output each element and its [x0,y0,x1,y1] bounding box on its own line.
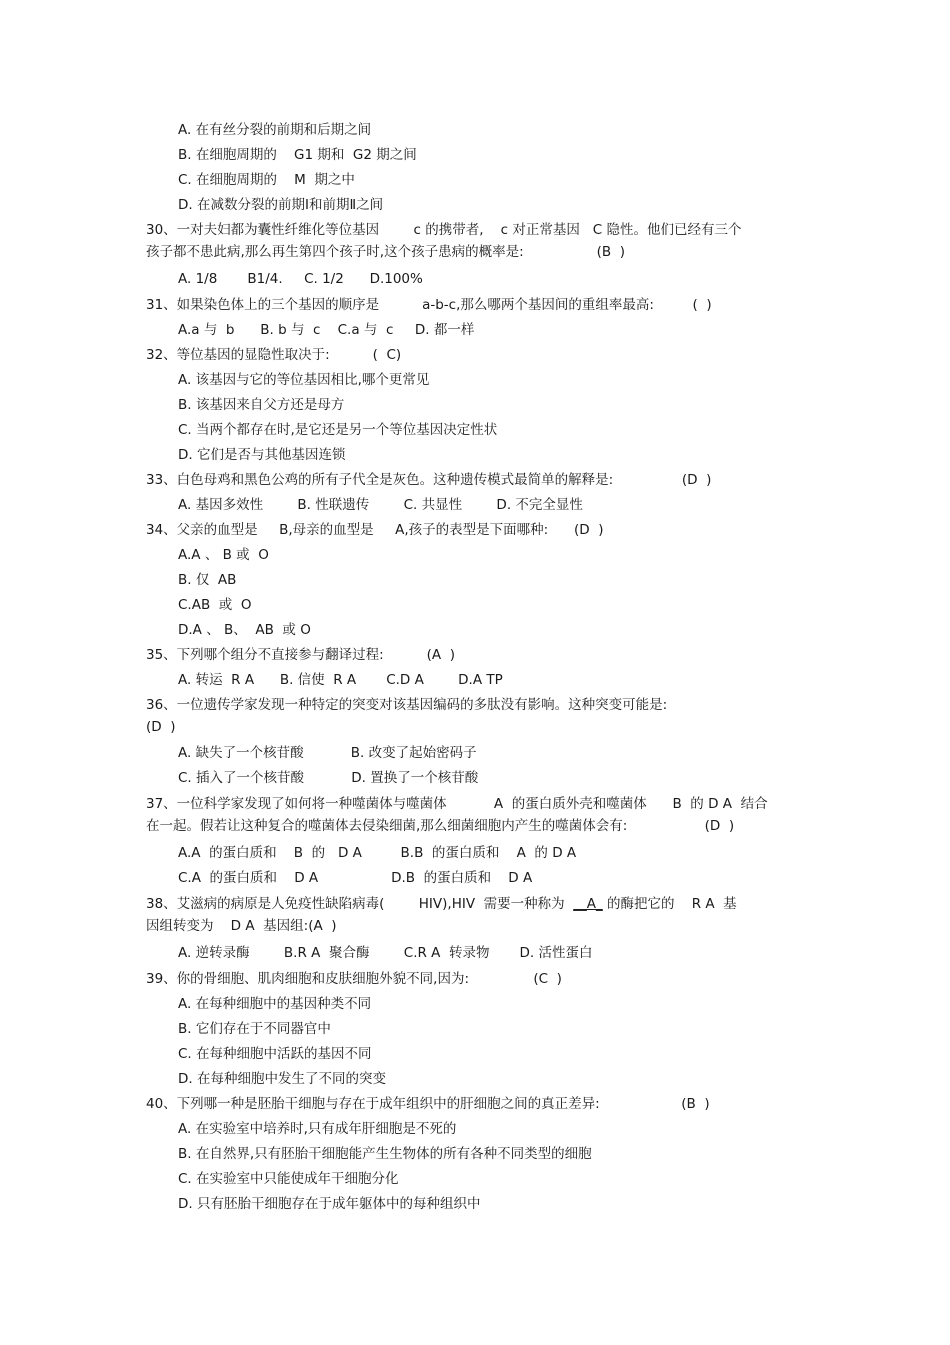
option-b: B. 该基因来自父方还是母方 [178,397,345,413]
question-options: A. 基因多效性 B. 性联遗传 C. 共显性 D. 不完全显性 [178,497,583,513]
question-stem: 31、如果染色体上的三个基因的顺序是 a-b-c,那么哪两个基因间的重组率最高: ( ) [146,297,712,313]
option-b: B. 在细胞周期的 G1 期和 G2 期之间 [178,147,417,163]
option-d: D. 在每种细胞中发生了不同的突变 [178,1071,386,1087]
question-34 [146,518,814,643]
option-c: C. 在细胞周期的 M 期之中 [178,172,355,188]
option-a: A.A 、 B 或 O [178,547,269,563]
question-stem: 39、你的骨细胞、肌肉细胞和皮肤细胞外貌不同,因为: (C ) [146,971,562,987]
stem-text-end: 的酶把它的 R A 基 [602,896,737,912]
question-stem: 40、下列哪一种是胚胎干细胞与存在于成年组织中的肝细胞之间的真正差异: (B ) [146,1096,710,1112]
option-row-2: C.A 的蛋白质和 D A D.B 的蛋白质和 D A [178,870,533,886]
option-b: B. 它们存在于不同器官中 [178,1021,331,1037]
question-40 [146,1092,814,1217]
question-stem-line-2: 孩子都不患此病,那么再生第四个孩子时,这个孩子患病的概率是: (B ) [146,244,625,260]
question-stem: 33、白色母鸡和黑色公鸡的所有子代全是灰色。这种遗传模式最简单的解释是: (D ) [146,472,712,488]
question-37 [146,793,814,891]
option-b: B. 仅 AB [178,572,237,588]
question-stem: 34、父亲的血型是 B,母亲的血型是 A,孩子的表型是下面哪种: (D ) [146,522,604,538]
question-31 [146,293,814,343]
question-stem-line-2: 因组转变为 D A 基因组:(A ) [146,918,337,934]
option-c: C. 当两个都存在时,是它还是另一个等位基因决定性状 [178,422,498,438]
question-options: A. 逆转录酶 B.R A 聚合酶 C.R A 转录物 D. 活性蛋白 [178,945,593,961]
option-a: A. 在有丝分裂的前期和后期之间 [178,122,372,138]
question-stem-line-1: 36、一位遗传学家发现一种特定的突变对该基因编码的多肽没有影响。这种突变可能是: [146,697,668,713]
option-d: D.A 、 B、 AB 或 O [178,622,311,638]
option-a: A. 该基因与它的等位基因相比,哪个更常见 [178,372,430,388]
question-36 [146,694,814,791]
question-38 [146,893,814,966]
question-stem-line-2: 在一起。假若让这种复合的噬菌体去侵染细菌,那么细菌细胞内产生的噬菌体会有: (D ) [146,818,735,834]
question-stem-line-1 [146,893,814,915]
option-d: D. 它们是否与其他基因连锁 [178,447,346,463]
question-stem-line-1: 30、一对夫妇都为囊性纤维化等位基因 c 的携带者, c 对正常基因 C 隐性。他们已经有三个 [146,222,742,238]
option-row-1: A. 缺失了一个核苷酸 B. 改变了起始密码子 [178,745,477,761]
question-33 [146,468,814,518]
option-a: A. 在每种细胞中的基因种类不同 [178,996,372,1012]
option-a: A. 在实验室中培养时,只有成年肝细胞是不死的 [178,1121,457,1137]
question-stem-line-1: 37、一位科学家发现了如何将一种噬菌体与噬菌体 A 的蛋白质外壳和噬菌体 B 的 D A 结合 [146,796,768,812]
option-c: C. 在每种细胞中活跃的基因不同 [178,1046,372,1062]
option-row-1: A.A 的蛋白质和 B 的 D A B.B 的蛋白质和 A 的 D A [178,845,577,861]
option-c: C.AB 或 O [178,597,252,613]
option-b: B. 在自然界,只有胚胎干细胞能产生生物体的所有各种不同类型的细胞 [178,1146,592,1162]
option-c: C. 在实验室中只能使成年干细胞分化 [178,1171,399,1187]
question-answer: (D ) [146,719,176,735]
question-stem: 35、下列哪个组分不直接参与翻译过程: (A ) [146,647,455,663]
stem-text-start: 38、艾滋病的病原是人免疫性缺陷病毒( HIV),HIV 需要一种称为 [146,896,574,912]
question-32 [146,343,814,468]
option-d: D. 在减数分裂的前期Ⅰ和前期Ⅱ之间 [178,197,384,213]
question-stem: 32、等位基因的显隐性取决于: ( C) [146,347,402,363]
question-options: A. 1/8 B1/4. C. 1/2 D.100% [178,271,423,287]
question-29-options [146,118,814,218]
option-d: D. 只有胚胎干细胞存在于成年躯体中的每种组织中 [178,1196,481,1212]
option-row-2: C. 插入了一个核苷酸 D. 置换了一个核苷酸 [178,770,479,786]
question-35 [146,643,814,693]
answer-blank: __A_ [573,896,603,912]
question-30 [146,219,814,292]
question-options: A. 转运 R A B. 信使 R A C.D A D.A TP [178,672,503,688]
question-options: A.a 与 b B. b 与 c C.a 与 c D. 都一样 [178,322,475,338]
question-39 [146,967,814,1092]
